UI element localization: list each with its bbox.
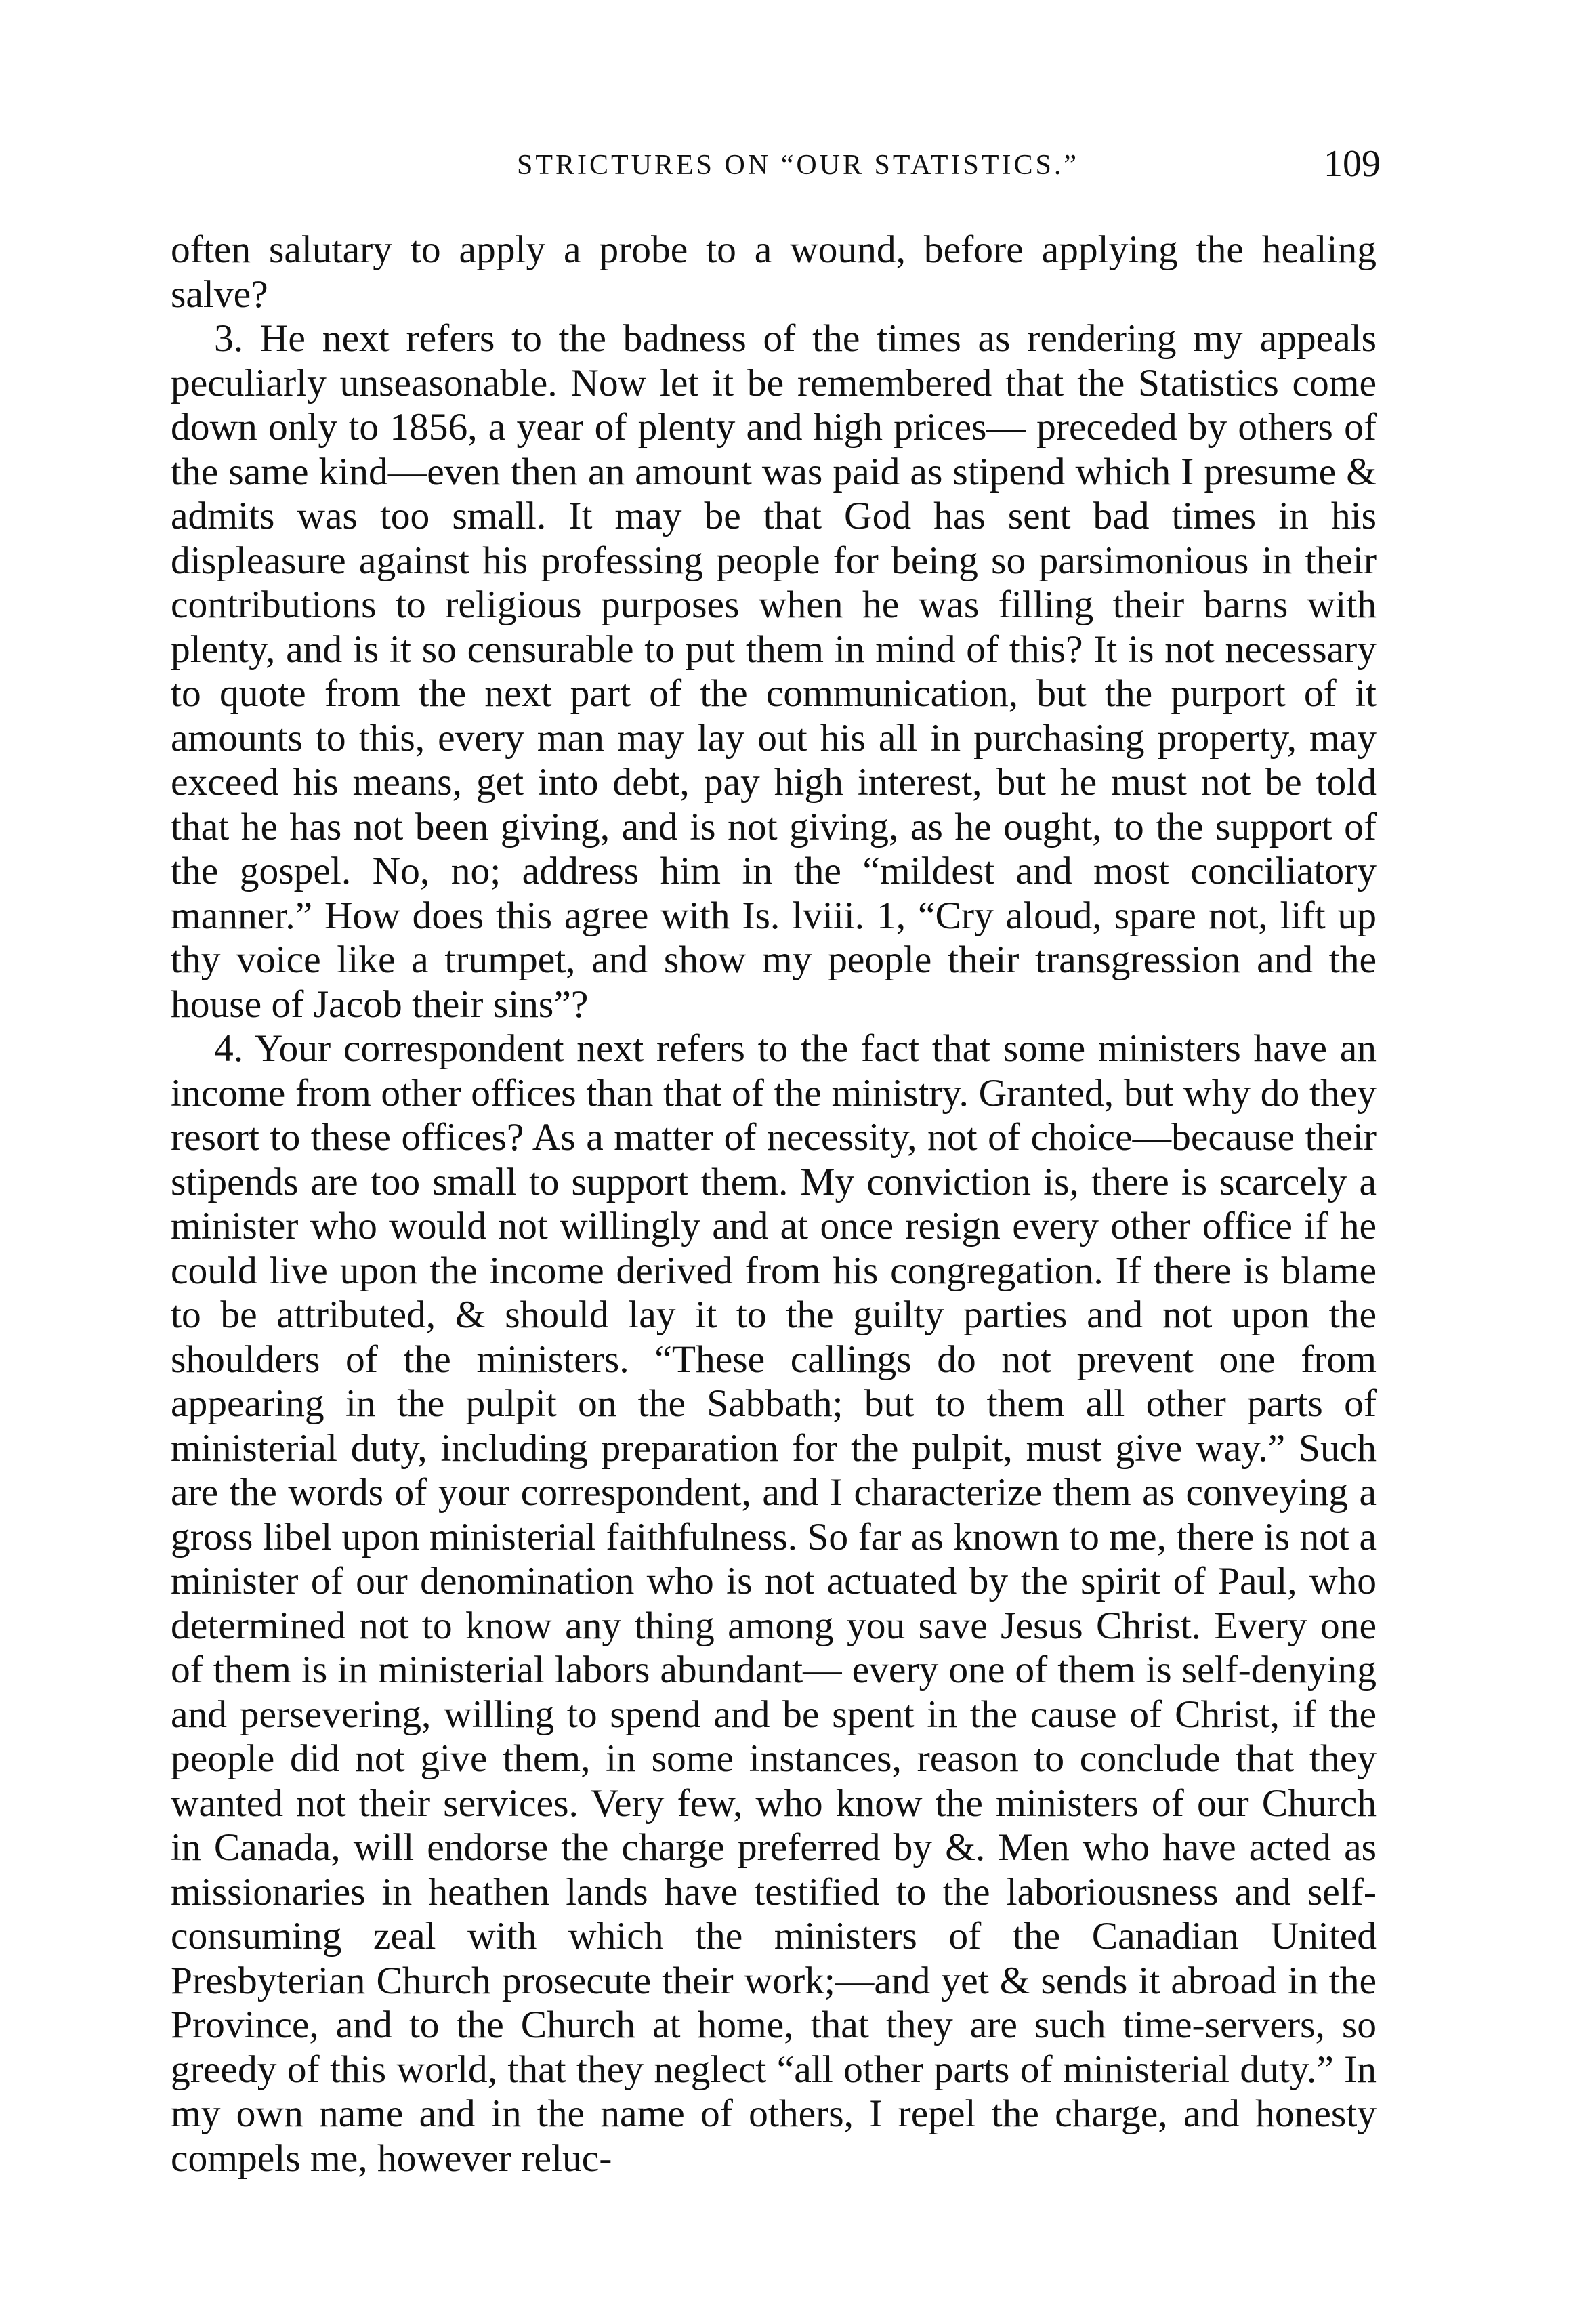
- paragraph-point-3: 3. He next refers to the badness of the times as rendering my appeals peculiarly unseasonable. Now let it be remembered that the Statistics come down only to 1856, a year of plenty and high prices— preceded by others of the same kind—even then an amount was paid as stipend which I presume & admits was too small. It may be that God has sent bad times in his displeasure against his professing people for being so parsimonious in their contributions to religious purposes when he was filling their barns with plenty, and is it so censurable to put them in mind of this? It is not necessary to quote from the next part of the communication, but the purport of it amounts to this, every man may lay out his all in purchasing property, may exceed his means, get into debt, pay high interest, but he must not be told that he has not been giving, and is not giving, as he ought, to the support of the gospel. No, no; address him in the “mildest and most conciliatory manner.” How does this agree with Is. lviii. 1, “Cry aloud, spare not, lift up thy voice like a trumpet, and show my people their transgression and the house of Jacob their sins”?: [171, 317, 1377, 1026]
- running-title: STRICTURES ON “OUR STATISTICS.”: [516, 150, 1079, 181]
- page-number: 109: [1324, 143, 1381, 185]
- paragraph-continuation: often salutary to apply a probe to a wound, before applying the healing salve?: [171, 228, 1377, 316]
- page-header: [0, 142, 1596, 196]
- paragraph-point-4: 4. Your correspondent next refers to the fact that some ministers have an income from other offices than that of the ministry. Granted, but why do they resort to these offices? As a matter of necessity, not of choice—because their stipends are too small to support them. My conviction is, there is scarcely a minister who would not willingly and at once resign every other office if he could live upon the income derived from his congregation. If there is blame to be attributed, & should lay it to the guilty parties and not upon the shoulders of the ministers. “These callings do not prevent one from appearing in the pulpit on the Sabbath; but to them all other parts of ministerial duty, including preparation for the pulpit, must give way.” Such are the words of your correspondent, and I characterize them as conveying a gross libel upon ministerial faithfulness. So far as known to me, there is not a minister of our denomination who is not actuated by the spirit of Paul, who determined not to know any thing among you save Jesus Christ. Every one of them is in ministerial labors abundant— every one of them is self-denying and persevering, willing to spend and be spent in the cause of Christ, if the people did not give them, in some instances, reason to conclude that they wanted not their services. Very few, who know the ministers of our Church in Canada, will endorse the charge preferred by &. Men who have acted as missionaries in heathen lands have testified to the laboriousness and self-consuming zeal with which the ministers of the Canadian United Presbyterian Church prosecute their work;—and yet & sends it abroad in the Province, and to the Church at home, that they are such time-servers, so greedy of this world, that they neglect “all other parts of ministerial duty.” In my own name and in the name of others, I repel the charge, and honesty compels me, however reluc-: [171, 1027, 1377, 2180]
- body-text: [171, 228, 1377, 2180]
